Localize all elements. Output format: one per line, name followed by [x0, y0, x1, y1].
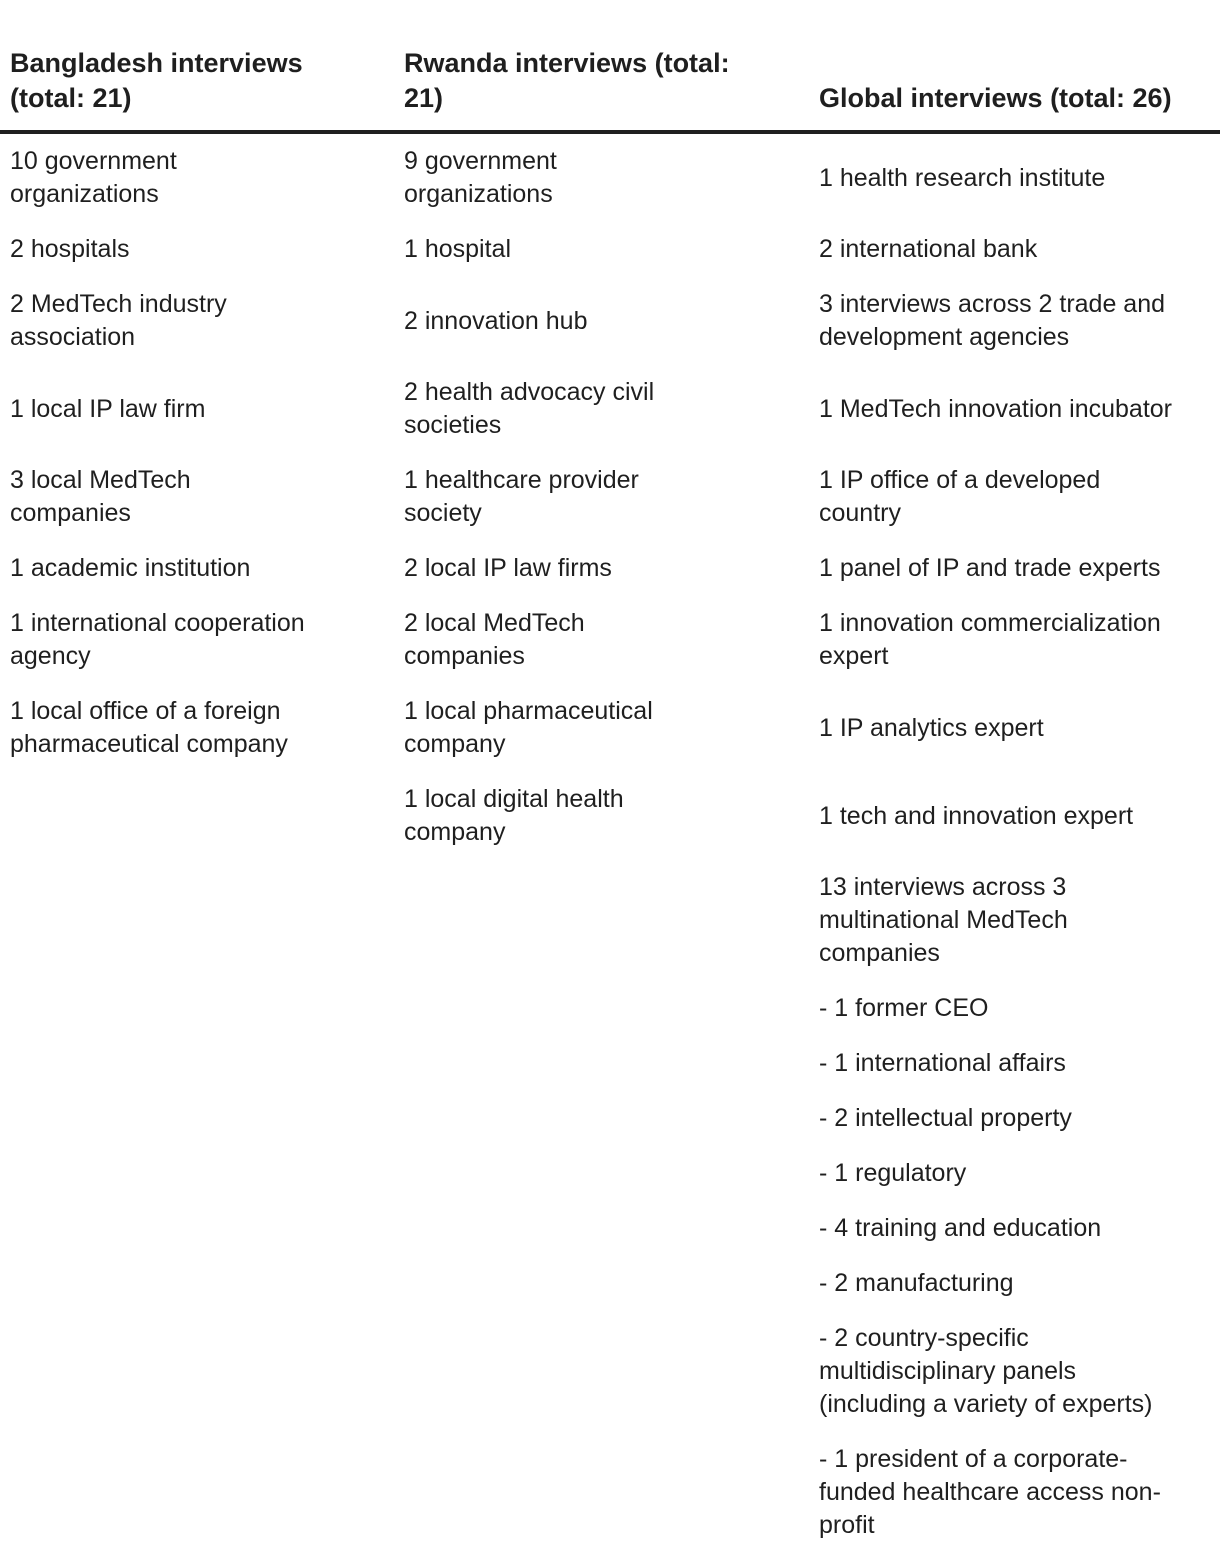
table-cell [403, 1146, 819, 1201]
table-cell: - 1 regulatory [819, 1159, 967, 1187]
table-cell [403, 1311, 819, 1432]
table-cell: 2 health advocacy civil societies [404, 378, 655, 439]
table-cell [0, 1311, 403, 1432]
table-cell: 2 international bank [819, 235, 1038, 263]
table-cell: 1 healthcare provider society [404, 466, 639, 527]
table-cell: 1 MedTech innovation incubator [819, 394, 1173, 423]
table-row [0, 1432, 1220, 1553]
table-cell [403, 1256, 819, 1311]
table-row [0, 860, 1220, 981]
table-cell: - 2 country-specific multidisciplinary panels (including a variety of experts) [819, 1324, 1153, 1418]
table-cell [403, 860, 819, 981]
table-cell [0, 860, 403, 981]
table-cell [403, 981, 819, 1036]
header-row [0, 0, 1220, 132]
table-cell: 10 government organizations [10, 147, 177, 208]
table-cell: 1 local pharmaceutical company [404, 697, 653, 758]
table-cell: 3 interviews across 2 trade and development agencies [819, 290, 1166, 351]
table-cell: 1 IP analytics expert [819, 713, 1044, 742]
column-header-global: Global interviews (total: 26) [819, 0, 1220, 132]
table-cell [0, 1432, 403, 1553]
table-cell [0, 1201, 403, 1256]
column-header-bangladesh: Bangladesh interviews (total: 21) [0, 0, 403, 132]
table-row [0, 684, 1220, 772]
table-cell: - 1 president of a corporate-funded healthcare access non-profit [819, 1445, 1161, 1539]
table-row [0, 1091, 1220, 1146]
table-row [0, 1146, 1220, 1201]
table-cell [403, 1091, 819, 1146]
table-row [0, 453, 1220, 541]
table-cell: 1 local IP law firm [10, 394, 206, 423]
table-cell: 1 local digital health company [404, 785, 624, 846]
table-cell: 2 MedTech industry association [10, 290, 227, 351]
table-row [0, 1201, 1220, 1256]
table-cell [0, 981, 403, 1036]
table-row [0, 1311, 1220, 1432]
table-row [0, 541, 1220, 596]
table-cell [0, 772, 403, 860]
table-cell [403, 1036, 819, 1091]
table-cell: 3 local MedTech companies [10, 466, 191, 527]
table-cell [0, 1146, 403, 1201]
table-cell: 2 local IP law firms [404, 554, 612, 582]
table-cell: 1 academic institution [10, 554, 251, 582]
table-cell: 2 innovation hub [404, 306, 588, 335]
table-body [0, 132, 1220, 1553]
table-cell [0, 1091, 403, 1146]
table-cell: 1 IP office of a developed country [819, 466, 1101, 527]
table-cell [0, 1256, 403, 1311]
table-cell: 13 interviews across 3 multinational MedTech companies [819, 873, 1068, 967]
table-cell: 1 tech and innovation expert [819, 801, 1134, 830]
table-cell [0, 1036, 403, 1091]
table-cell: 1 international cooperation agency [10, 609, 305, 670]
table-cell: 2 hospitals [10, 235, 130, 263]
table-cell: 1 panel of IP and trade experts [819, 554, 1161, 582]
table-cell: 1 hospital [404, 235, 512, 263]
table-cell [403, 1201, 819, 1256]
table-cell: 1 innovation commercialization expert [819, 609, 1161, 670]
table-cell: - 2 manufacturing [819, 1269, 1014, 1297]
table-cell: 2 local MedTech companies [404, 609, 585, 670]
table-row [0, 365, 1220, 453]
table-cell: - 4 training and education [819, 1214, 1102, 1242]
table-row [0, 222, 1220, 277]
table-row [0, 132, 1220, 222]
table-cell [403, 1432, 819, 1553]
table-cell: - 1 former CEO [819, 994, 989, 1022]
table-cell: 9 government organizations [404, 147, 557, 208]
table-cell: 1 health research institute [819, 163, 1106, 192]
table-row [0, 772, 1220, 860]
table-row [0, 596, 1220, 684]
column-header-rwanda: Rwanda interviews (total: 21) [403, 0, 819, 132]
table-row [0, 277, 1220, 365]
table-row [0, 1036, 1220, 1091]
table-cell: - 2 intellectual property [819, 1104, 1072, 1132]
table-row [0, 981, 1220, 1036]
table-row [0, 1256, 1220, 1311]
table-cell: 1 local office of a foreign pharmaceutical company [10, 697, 288, 758]
table-cell: - 1 international affairs [819, 1049, 1066, 1077]
